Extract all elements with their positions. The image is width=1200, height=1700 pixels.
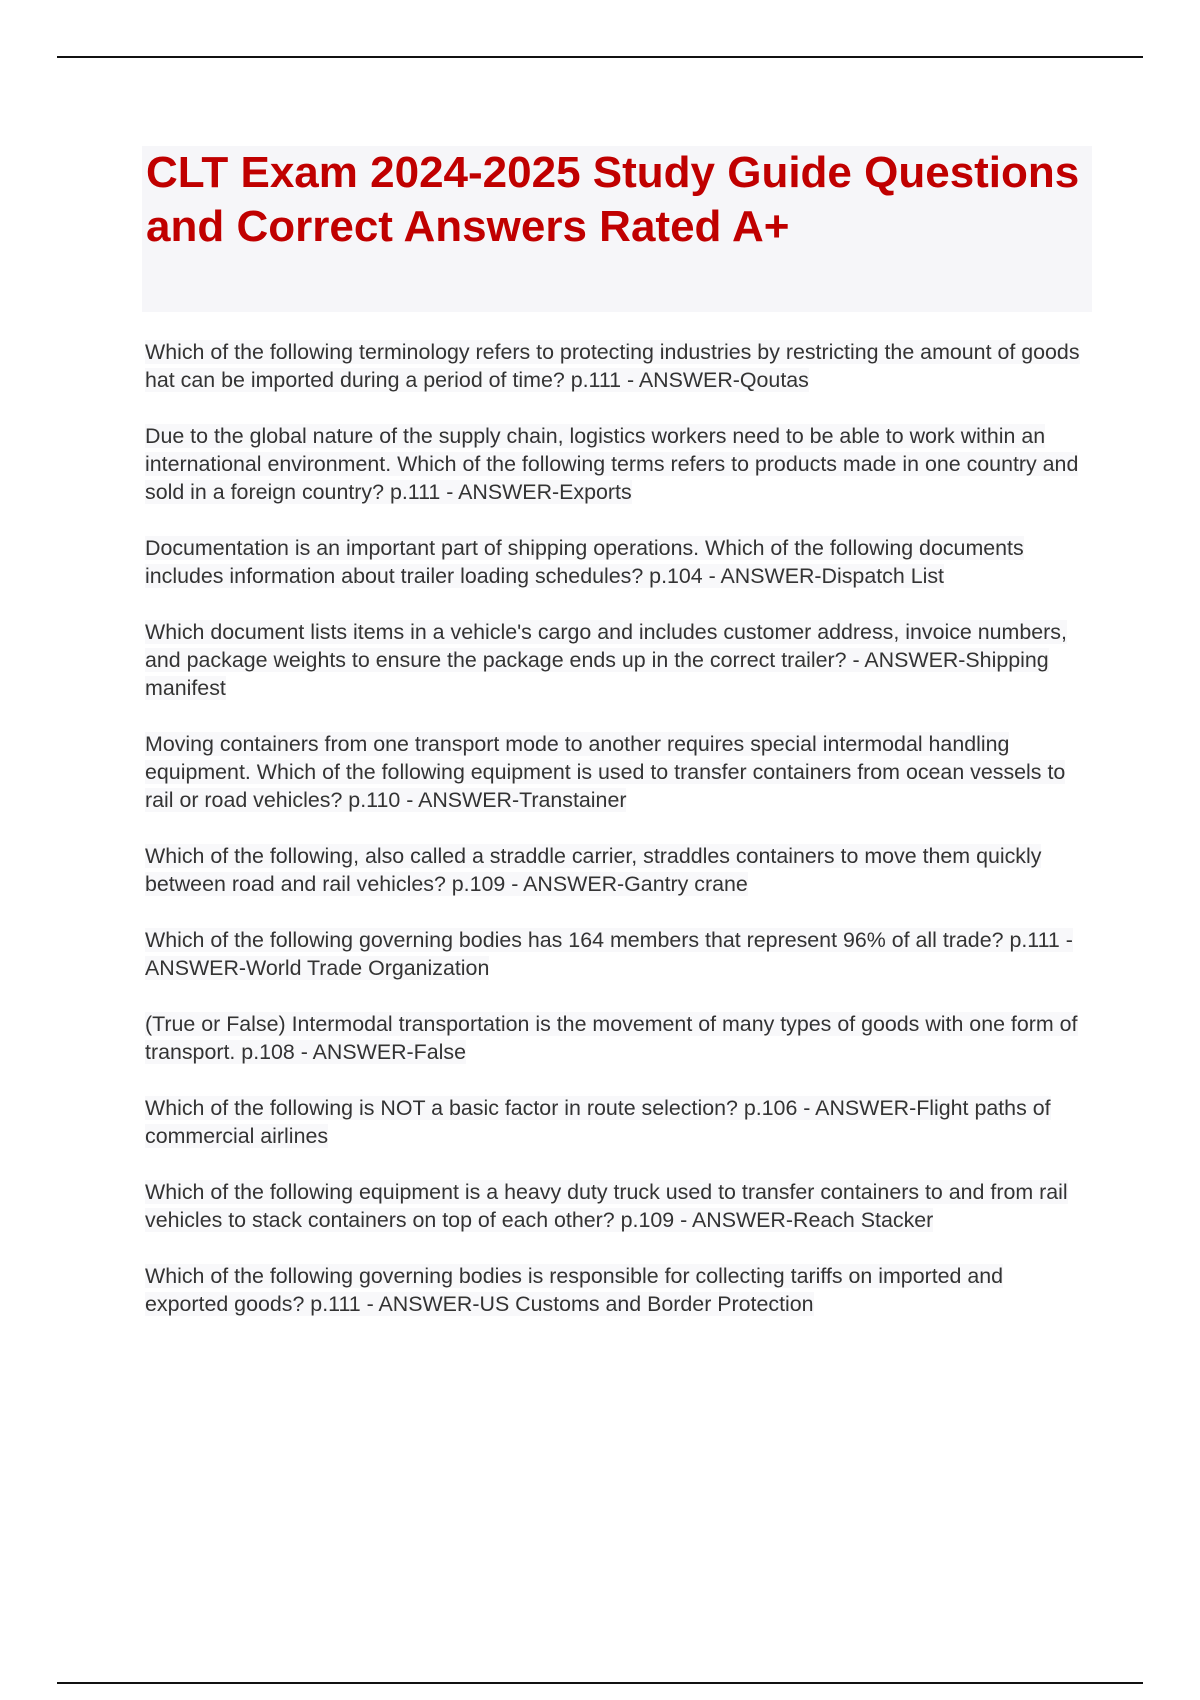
qa-text: Due to the global nature of the supply chain, logistics workers need to be able to work within an international environment. Which of the following terms refers to products made in one country and sold in a foreign country? p.111 - ANSWER-Exports [145,424,1079,504]
qa-text: Which of the following equipment is a heavy duty truck used to transfer containers to and from rail vehicles to stack containers on top of each other? p.109 - ANSWER-Reach Stacker [145,1180,1068,1232]
qa-text: Which of the following is NOT a basic factor in route selection? p.106 - ANSWER-Flight paths of commercial airlines [145,1096,1051,1148]
qa-text: (True or False) Intermodal transportation is the movement of many types of goods with one form of transport. p.108 - ANSWER-False [145,1012,1078,1064]
qa-item [145,422,1090,506]
qa-item [145,1094,1090,1150]
top-rule [57,56,1143,58]
qa-list [145,338,1090,1346]
document-title: CLT Exam 2024-2025 Study Guide Questions and Correct Answers Rated A+ [146,148,1080,251]
qa-text: Which of the following, also called a straddle carrier, straddles containers to move them quickly between road and rail vehicles? p.109 - ANSWER-Gantry crane [145,844,1042,896]
qa-item [145,1010,1090,1066]
title-block [142,146,1092,312]
qa-item [145,730,1090,814]
qa-text: Moving containers from one transport mode to another requires special intermodal handling equipment. Which of the following equipment is used to transfer containers from ocean vessels to rail or road vehicles? p.110 - ANSWER-Transtainer [145,732,1066,812]
qa-item [145,618,1090,702]
qa-item [145,1178,1090,1234]
qa-item [145,1262,1090,1318]
qa-text: Which of the following terminology refers to protecting industries by restricting the amount of goods hat can be imported during a period of time? p.111 - ANSWER-Qoutas [145,340,1080,392]
qa-text: Which of the following governing bodies is responsible for collecting tariffs on imported and exported goods? p.111 - ANSWER-US Customs and Border Protection [145,1264,1004,1316]
qa-item [145,926,1090,982]
qa-text: Documentation is an important part of shipping operations. Which of the following documents includes information about trailer loading schedules? p.104 - ANSWER-Dispatch List [145,536,1024,588]
qa-item [145,534,1090,590]
qa-text: Which document lists items in a vehicle's cargo and includes customer address, invoice numbers, and package weights to ensure the package ends up in the correct trailer? - ANSWER-Shipping manifest [145,620,1067,700]
bottom-rule [57,1682,1143,1684]
qa-text: Which of the following governing bodies has 164 members that represent 96% of all trade? p.111 - ANSWER-World Trade Organization [145,928,1073,980]
qa-item [145,338,1090,394]
qa-item [145,842,1090,898]
